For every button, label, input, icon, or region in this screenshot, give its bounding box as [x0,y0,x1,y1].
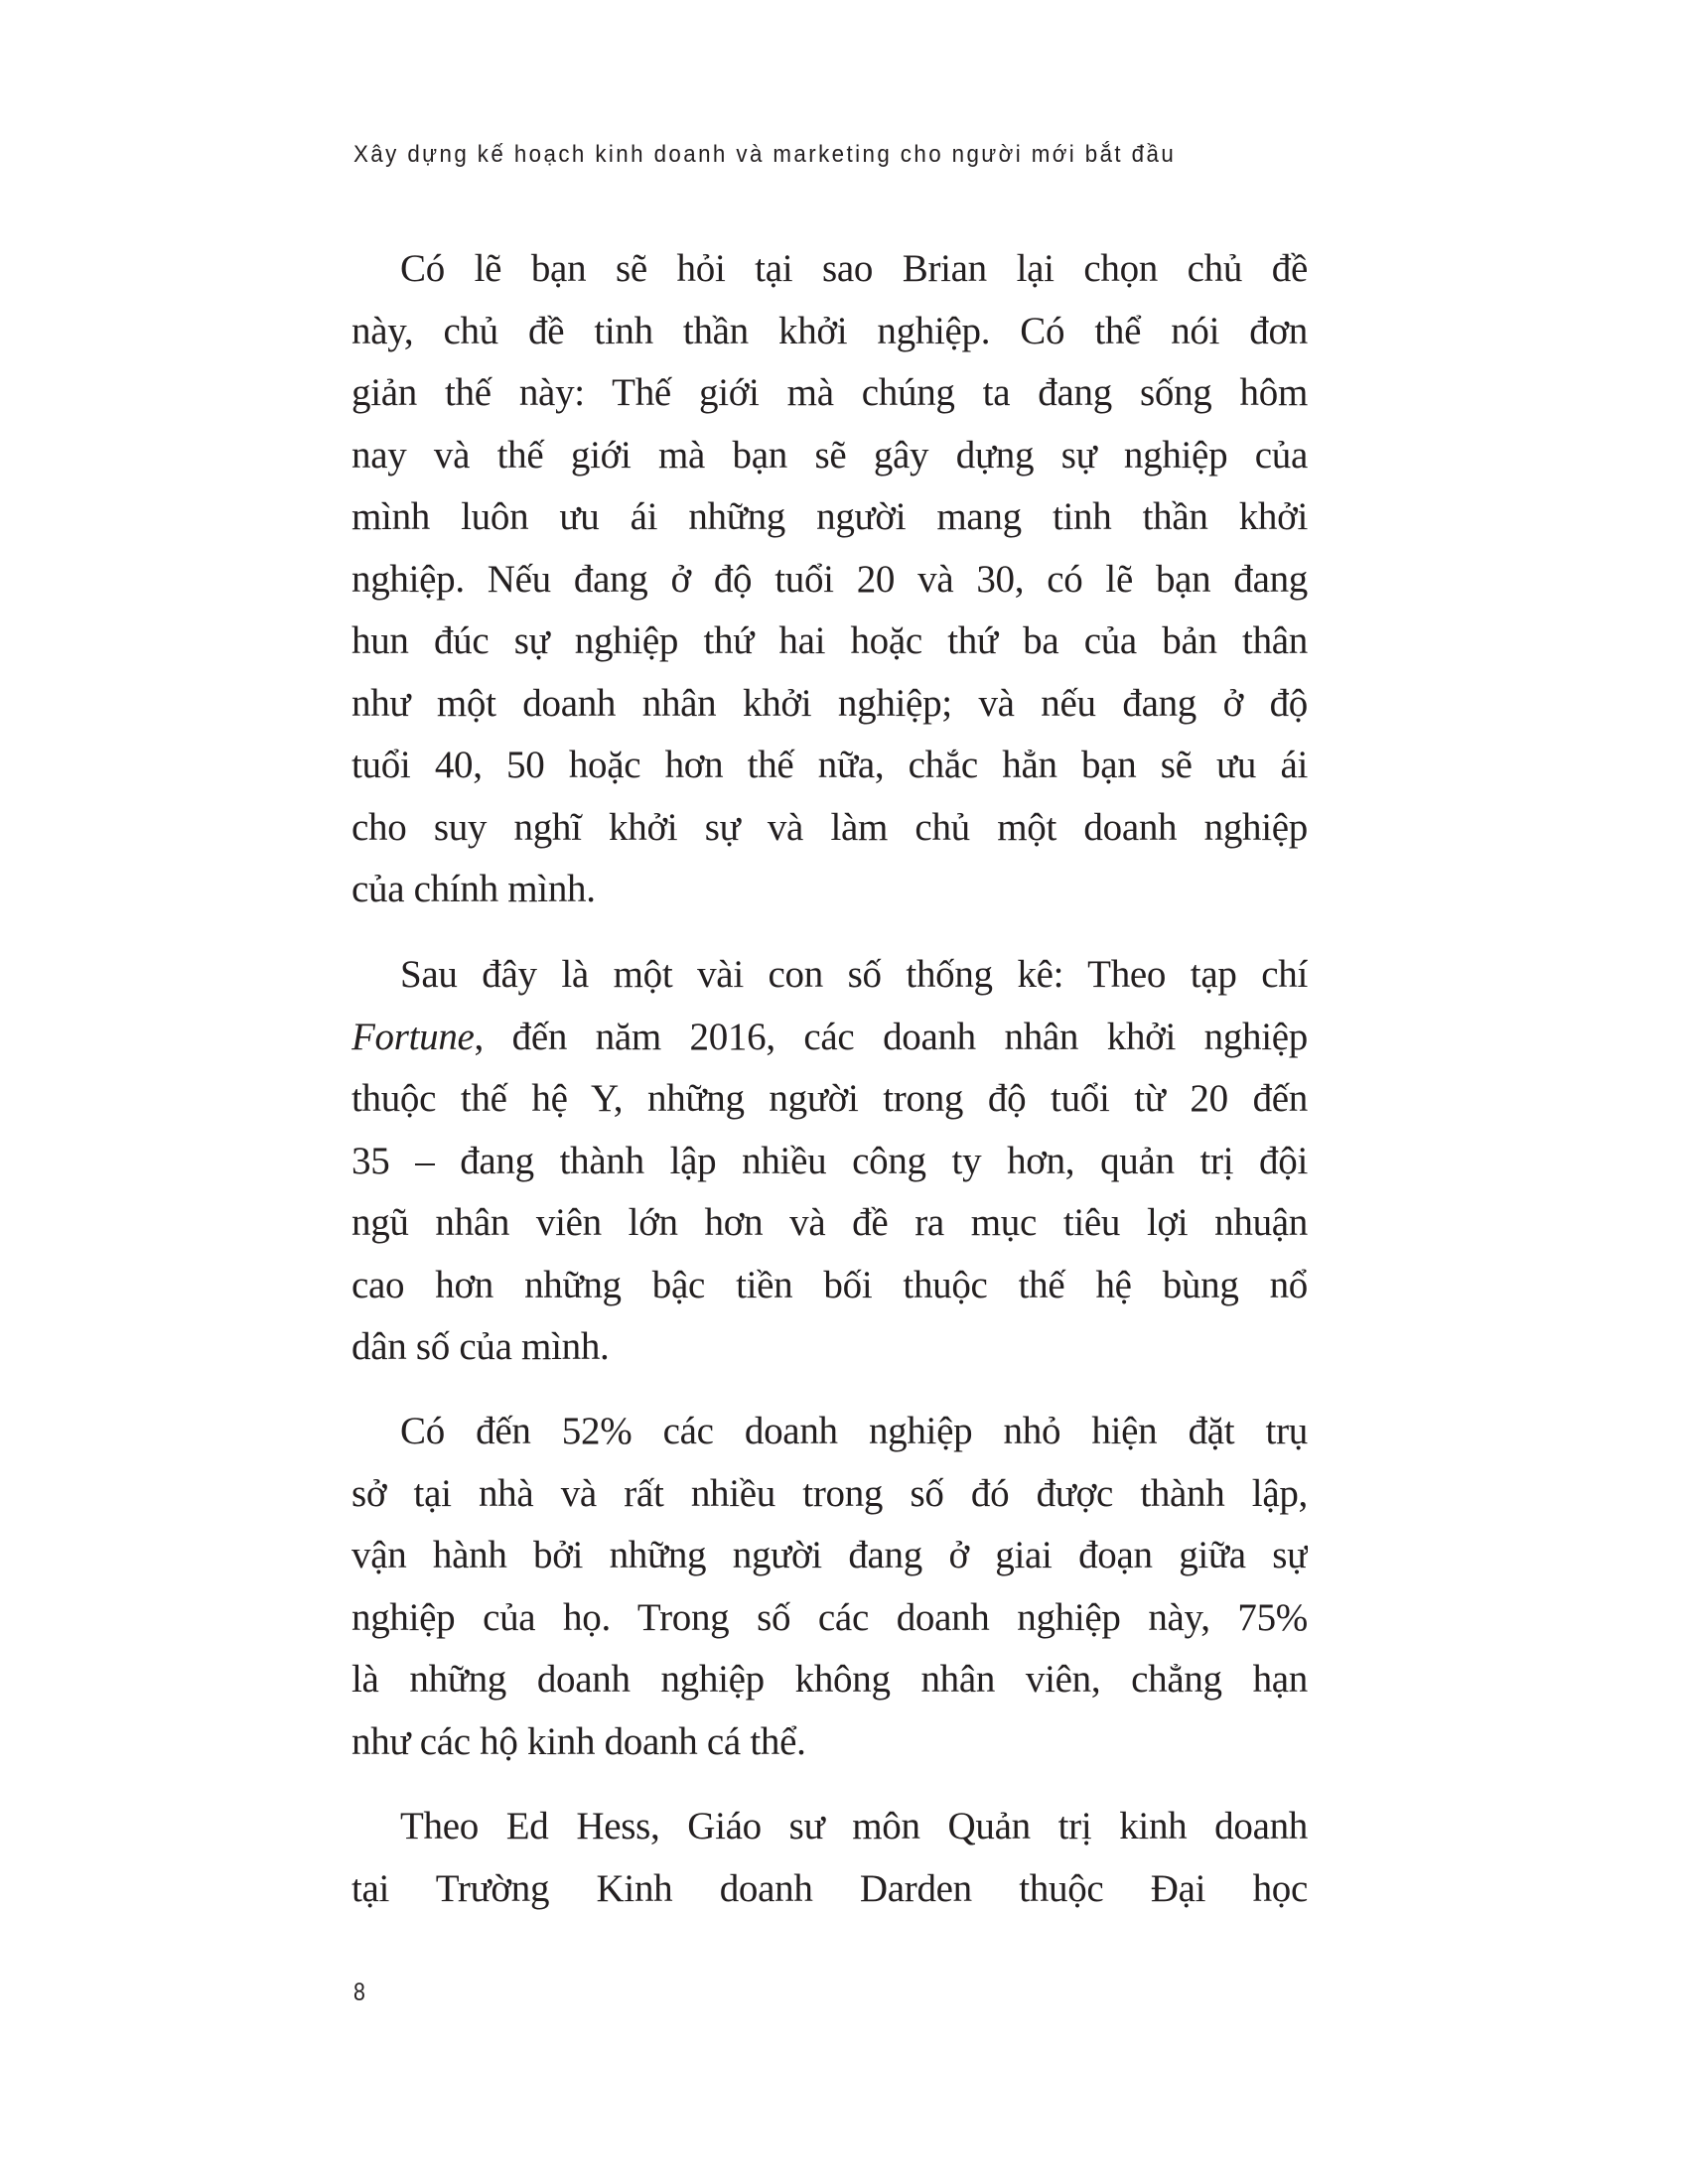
text-line: như một doanh nhân khởi nghiệp; và nếu đang ở độ [352,681,1308,725]
text-line: ngũ nhân viên lớn hơn và đề ra mục tiêu lợi nhuận [352,1201,1308,1244]
text-line: Có đến 52% các doanh nghiệp nhỏ hiện đặt trụ [400,1410,1308,1452]
text-line: cao hơn những bậc tiền bối thuộc thế hệ bùng nổ [352,1263,1308,1306]
punctuation: , [474,1015,512,1058]
text-line: hun đúc sự nghiệp thứ hai hoặc thứ ba của bản thân [352,619,1308,662]
paragraph [352,1401,1308,1773]
text-line: sở tại nhà và rất nhiều trong số đó được thành lập, [352,1471,1308,1515]
running-header: Xây dựng kế hoạch kinh doanh và marketing cho người mới bắt đầu [353,141,1177,168]
text-line [352,1007,1308,1069]
text-line: tại Trường Kinh doanh Darden thuộc Đại học [352,1866,1308,1910]
paragraph [352,1796,1308,1920]
paragraph [352,944,1308,1379]
page-number: 8 [353,1979,365,2006]
italic-publication-name: Fortune [352,1015,475,1058]
text-line: Có lẽ bạn sẽ hỏi tại sao Brian lại chọn chủ đề [400,247,1308,290]
text-line: Sau đây là một vài con số thống kê: Theo tạp chí [400,953,1308,996]
text-line: như các hộ kinh doanh cá thể. [352,1719,806,1763]
text-line: vận hành bởi những người đang ở giai đoạn giữa sự [352,1534,1308,1576]
text-line: nghiệp của họ. Trong số các doanh nghiệp này, 75% [352,1595,1308,1639]
text-line-rest: đến năm 2016, các doanh nhân khởi nghiệp [511,1015,1308,1058]
text-line: tuổi 40, 50 hoặc hơn thế nữa, chắc hẳn bạn sẽ ưu ái [352,744,1308,786]
text-line: Theo Ed Hess, Giáo sư môn Quản trị kinh doanh [400,1805,1308,1847]
text-line: nghiệp. Nếu đang ở độ tuổi 20 và 30, có lẽ bạn đang [352,557,1308,601]
text-line: cho suy nghĩ khởi sự và làm chủ một doanh nghiệp [352,805,1308,849]
text-line: thuộc thế hệ Y, những người trong độ tuổi từ 20 đến [352,1077,1308,1120]
text-line: là những doanh nghiệp không nhân viên, chẳng hạn [352,1658,1308,1701]
text-line: này, chủ đề tinh thần khởi nghiệp. Có thể nói đơn [352,309,1308,352]
text-line: của chính mình. [352,868,596,910]
text-line: giản thế này: Thế giới mà chúng ta đang sống hôm [352,371,1308,414]
text-line: dân số của mình. [352,1325,610,1368]
paragraph [352,238,1308,921]
text-line: mình luôn ưu ái những người mang tinh thần khởi [352,495,1308,538]
text-line: nay và thế giới mà bạn sẽ gây dựng sự nghiệp của [352,433,1308,477]
text-line: 35 – đang thành lập nhiều công ty hơn, quản trị đội [352,1139,1308,1182]
